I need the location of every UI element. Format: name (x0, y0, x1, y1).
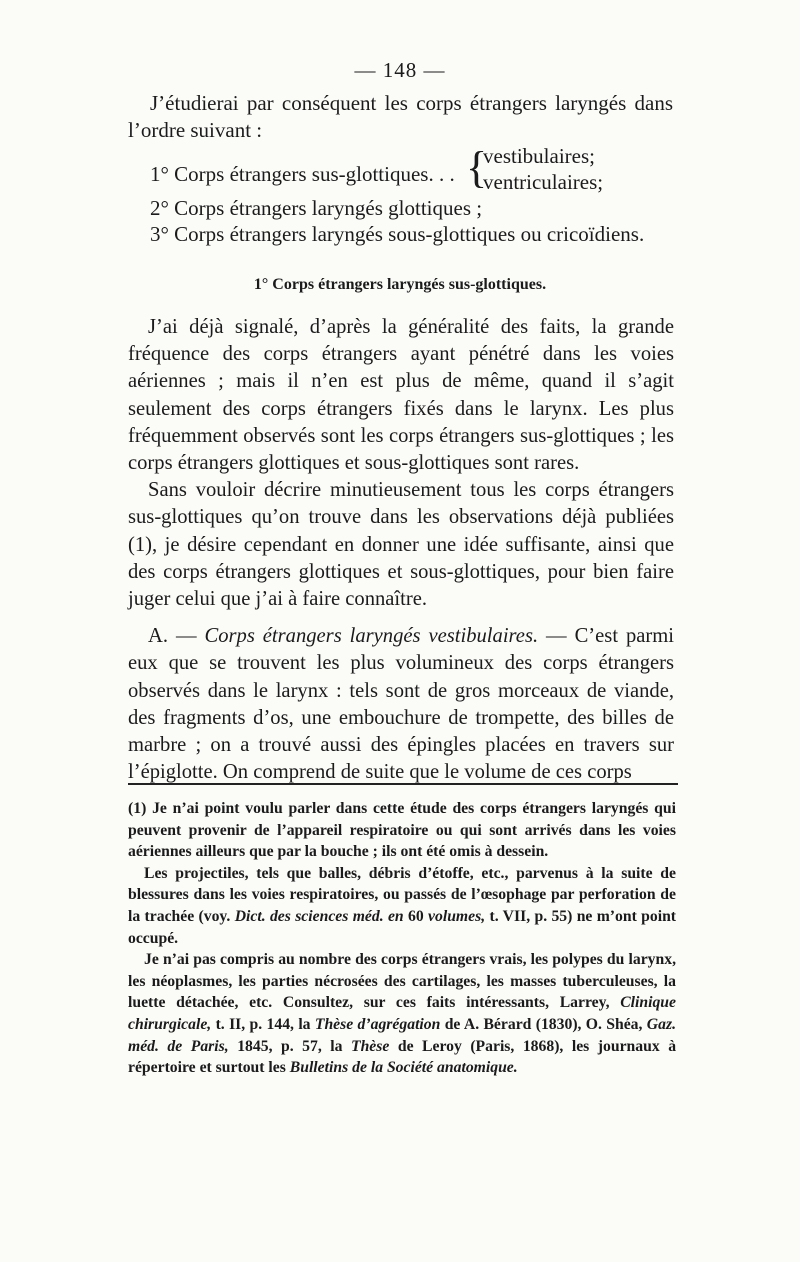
footnote-3-italic-4: Thèse (350, 1037, 390, 1055)
paragraph-1: J’ai déjà signalé, d’après la généralité des faits, la grande fréquence des corps étrangers ayant pénétré dans les voies aériennes ; mais il n’en est plus de même, quand il s’agit seulement des corps étrangers fixés dans le larynx. Les plus fréquemment observés sont les corps étrangers sus-glottiques ; les corps étrangers glottiques et sous-glottiques sont rares. (128, 316, 674, 475)
footnote-2-text-b: 60 (408, 907, 424, 925)
list-item-1: 1° Corps étrangers sus-glottiques. . . (150, 162, 455, 186)
list-item-2: 2° Corps étrangers laryngés glottiques ; (150, 196, 483, 220)
footnote-1: (1) Je n’ai point voulu parler dans cette étude des corps étrangers laryngés qui peuvent provenir de l’appareil respiratoire ou qui sont arrivés dans les voies aériennes ailleurs que par la bouche ; ils ont été omis à dessein. (128, 800, 676, 861)
footnote-2-italic-a: Dict. des sciences méd. en (234, 907, 404, 925)
footnote-3-text-a: Je n’ai pas compris au nombre des corps étrangers vrais, les polypes du larynx, les néoplasmes, les parties nécrosées des cartilages, les masses tuberculeuses, la luette détachée, etc. Consultez, sur ces faits intéressants, Larrey, (128, 951, 676, 1012)
paragraph-2: Sans vouloir décrire minutieusement tous les corps étrangers sus-glottiques qu’on trouve dans les observations déjà publiées (1), je désire cependant en donner une idée suffisante, ainsi que des corps étrangers glottiques et sous-glottiques, pour bien faire juger celui que j’ai à faire connaître. (128, 479, 674, 611)
footnote-3-italic-3: Gaz. méd. de Paris, (128, 1015, 676, 1055)
footnote-3-italic-2: Thèse d’agrégation (314, 1015, 441, 1033)
footnote-3-text-d: 1845, p. 57, la (237, 1037, 343, 1055)
intro-text: J’étudierai par conséquent les corps étrangers laryngés dans l’ordre suivant : (128, 91, 673, 142)
brace-icon: { (466, 143, 488, 192)
footnotes (128, 798, 676, 1079)
subsection-label: A. — (148, 625, 197, 648)
footnote-3-italic-5: Bulletins de la Société anatomique. (289, 1059, 518, 1077)
footnote-2-italic-b: volumes, (428, 907, 486, 925)
paragraph-3 (128, 623, 674, 786)
footnote-3-text-b: t. II, p. 144, la (215, 1015, 311, 1033)
list-item-1-sub-2: ventriculaires; (483, 170, 604, 194)
footnote-3-text-c: de A. Bérard (1830), O. Shéa, (444, 1015, 643, 1033)
list-item-3: 3° Corps étrangers laryngés sous-glottiques ou cricoïdiens. (150, 222, 645, 246)
footnote-separator (128, 783, 678, 785)
body-text (128, 314, 674, 786)
list-item-1-sub-1: vestibulaires; (483, 144, 595, 168)
subsection-title: Corps étrangers laryngés vestibulaires. (204, 625, 539, 648)
footnote-3 (128, 949, 676, 1079)
footnote-2 (128, 863, 676, 949)
footnote-3-italic-1: Clinique chirurgicale, (128, 994, 676, 1033)
footnote-2-text-c: t. VII, p. 55) ne m’ont point occupé. (128, 907, 677, 947)
page-number: — 148 — (354, 58, 446, 82)
footnote-2-text-a: Les projectiles, tels que balles, débris d’étoffe, etc., parvenus à la suite de blessures dans les voies respiratoires, ou passés de l’œsophage par perforation de la trachée (voy. (128, 864, 676, 925)
subsection-text: — C’est parmi eux que se trouvent les plus volumineux des corps étrangers observés dans le larynx : tels sont de gros morceaux de viande, des fragments d’os, une embouchure de trompette, des billes de marbre ; on a trouvé aussi des épingles placées en travers sur l’épiglotte. On comprend de suite que le volume de ces corps (128, 625, 674, 784)
footnote-3-text-e: de Leroy (Paris, 1868), les journaux à répertoire et surtout les (128, 1037, 677, 1077)
section-title: 1° Corps étrangers laryngés sus-glottiques. (253, 276, 547, 293)
